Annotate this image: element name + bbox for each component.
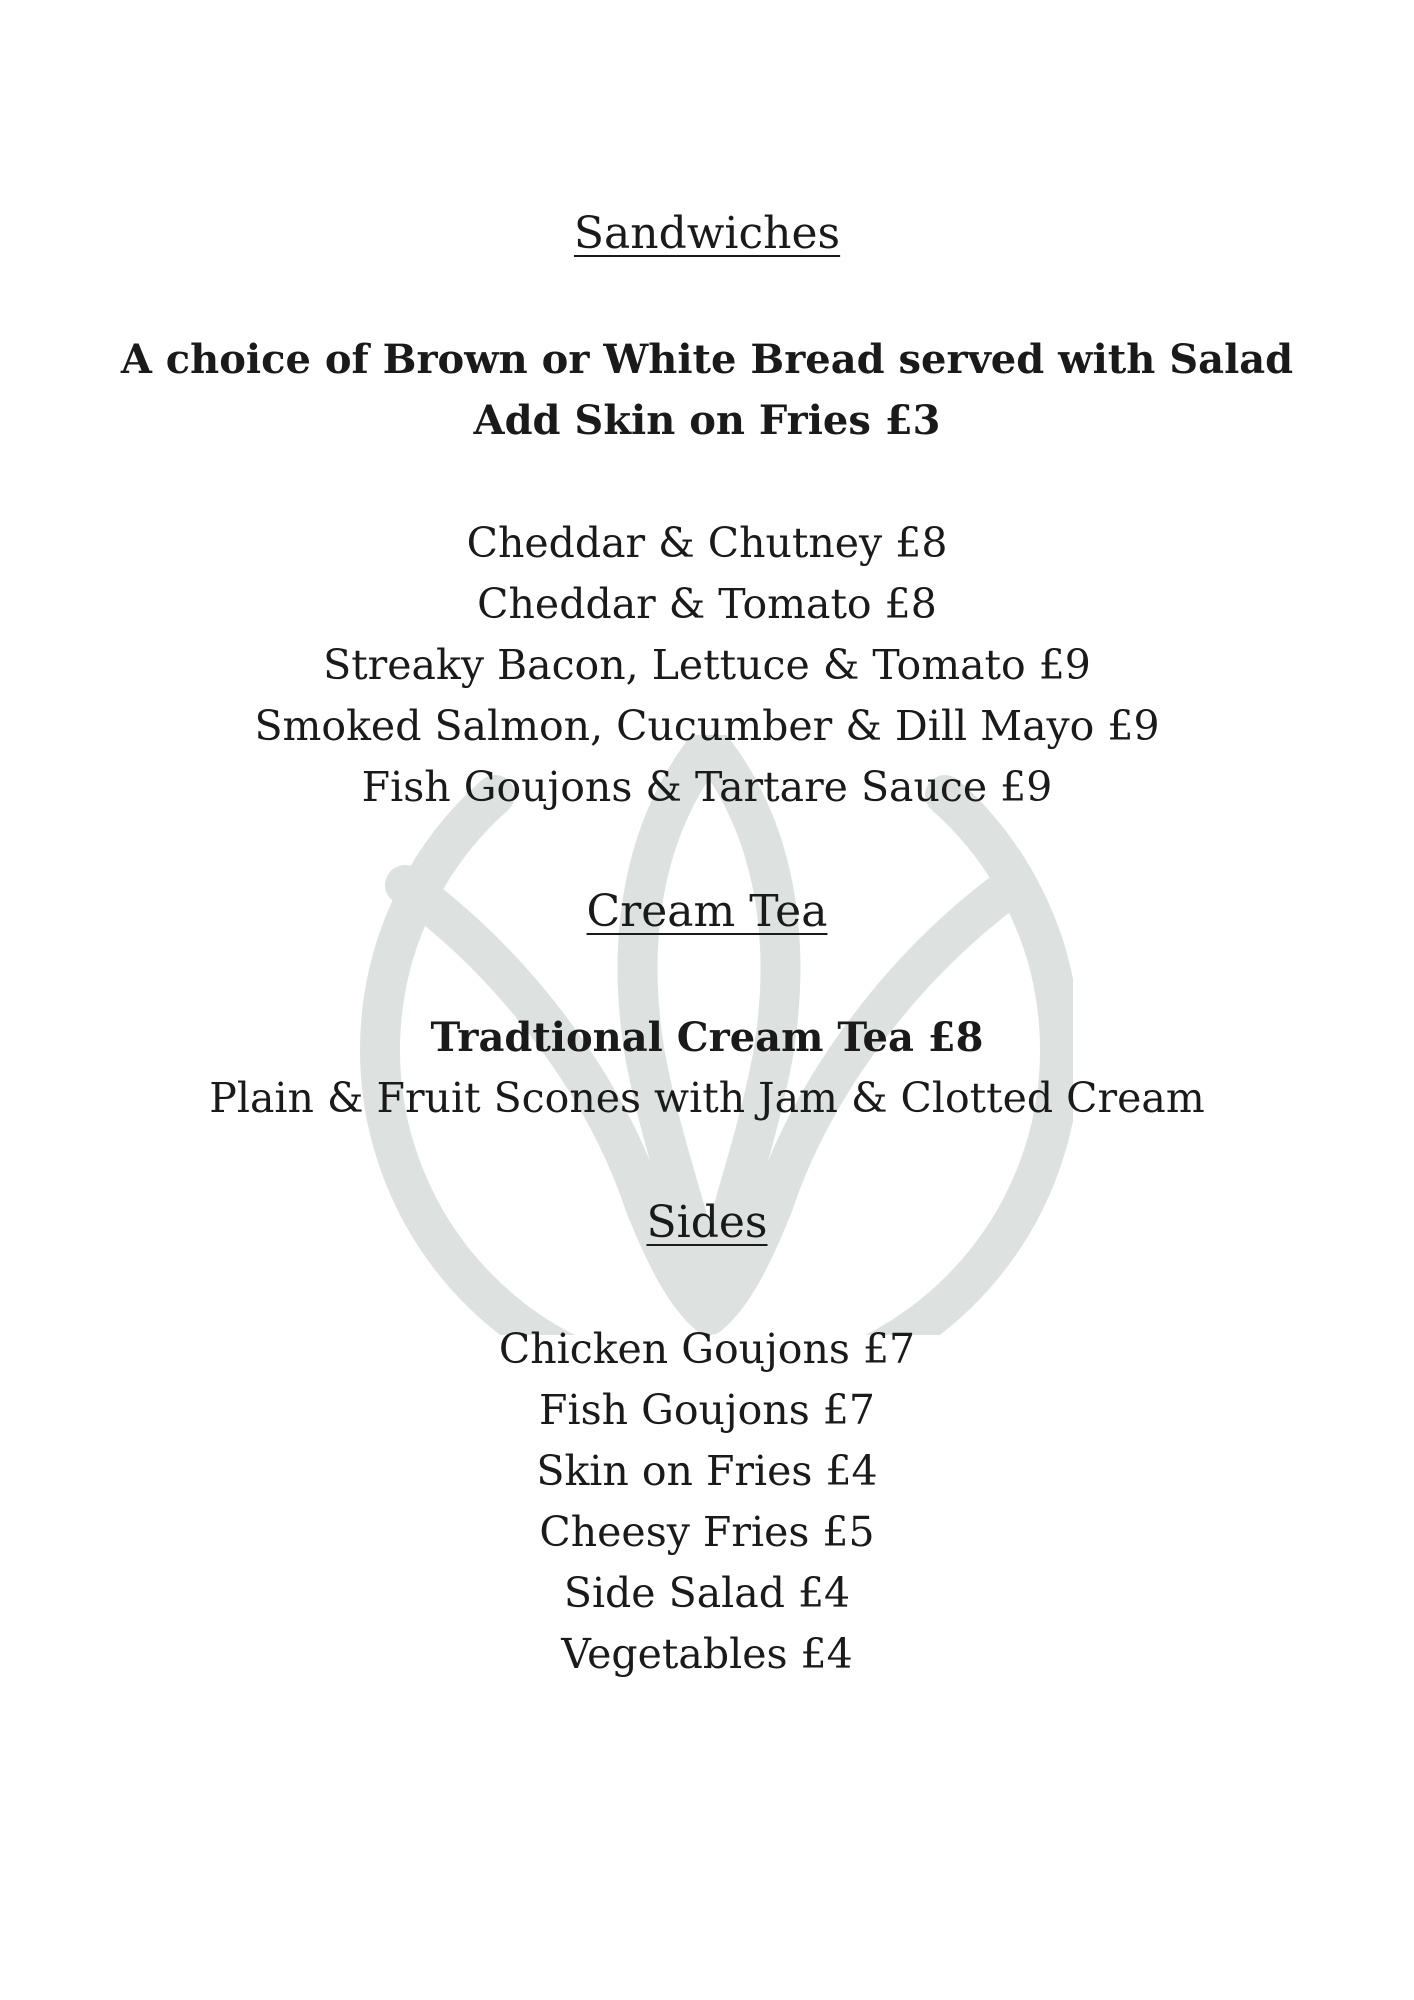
sandwiches-intro-bread: A choice of Brown or White Bread served with Salad — [120, 336, 1294, 383]
sandwich-item: Cheddar & Chutney £8 — [466, 519, 948, 567]
cream-tea-description: Plain & Fruit Scones with Jam & Clotted Cream — [209, 1074, 1205, 1122]
side-item: Chicken Goujons £7 — [498, 1325, 916, 1373]
side-item: Fish Goujons £7 — [539, 1386, 875, 1434]
sandwiches-heading: Sandwiches — [573, 208, 841, 259]
cream-tea-heading: Cream Tea — [586, 886, 828, 937]
side-item: Vegetables £4 — [561, 1630, 853, 1678]
side-item: Cheesy Fries £5 — [539, 1508, 875, 1556]
sandwich-item: Cheddar & Tomato £8 — [477, 580, 937, 628]
sandwiches-intro-fries: Add Skin on Fries £3 — [473, 397, 941, 444]
sandwich-item: Fish Goujons & Tartare Sauce £9 — [361, 763, 1053, 811]
sandwich-item: Smoked Salmon, Cucumber & Dill Mayo £9 — [254, 702, 1160, 750]
cream-tea-title: Tradtional Cream Tea £8 — [430, 1014, 984, 1061]
side-item: Skin on Fries £4 — [536, 1447, 878, 1495]
side-item: Side Salad £4 — [563, 1569, 851, 1617]
sides-heading: Sides — [646, 1197, 768, 1248]
sandwich-item: Streaky Bacon, Lettuce & Tomato £9 — [323, 641, 1091, 689]
